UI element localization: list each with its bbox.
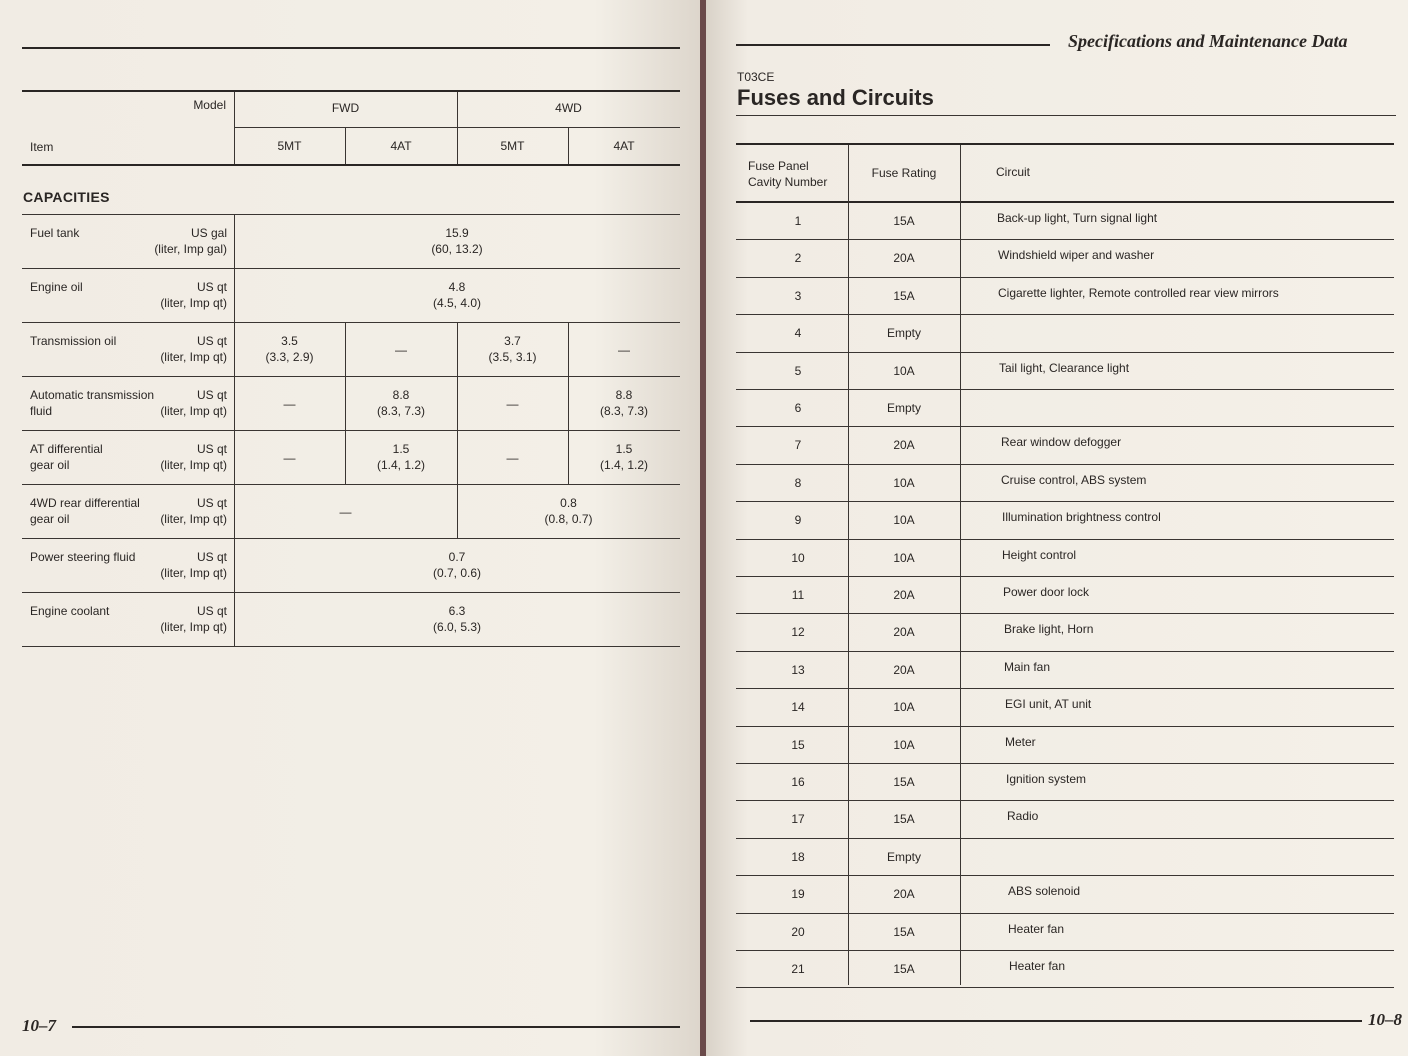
fuse-rating: 15A [893, 214, 915, 228]
fuse-number: 21 [791, 962, 805, 976]
fuse-rating: 10A [893, 738, 915, 752]
fuse-rating: 20A [893, 663, 915, 677]
left-page [0, 0, 700, 1056]
unit-label: US qt [196, 550, 227, 564]
row-divider [22, 538, 680, 539]
col-cavity: Fuse Panel [748, 159, 809, 173]
model-label: Model [193, 98, 226, 112]
section-title: CAPACITIES [23, 189, 110, 205]
fuse-row-divider [736, 277, 1394, 278]
fuse-row-divider [736, 352, 1394, 353]
fuse-row-divider [736, 688, 1394, 689]
fuse-number: 5 [794, 364, 802, 378]
item-label: fluid [30, 404, 53, 418]
4wd-5mt-header: 5MT [500, 139, 525, 153]
capacity-value: 3.7 [504, 334, 521, 348]
fuse-row-divider [736, 426, 1394, 427]
fuse-row-divider [736, 239, 1394, 240]
capacity-value: 3.5 [281, 334, 298, 348]
unit-label: US gal [190, 226, 227, 240]
row-divider [22, 646, 680, 647]
fwd-header: FWD [331, 101, 360, 115]
capacity-value: 8.8 [392, 388, 410, 402]
capacity-value: (1.4, 1.2) [376, 458, 426, 472]
fuse-circuit: Brake light, Horn [1004, 622, 1094, 636]
table-top-rule [22, 90, 680, 92]
fuse-row-divider [736, 576, 1394, 577]
capacity-value: (6.0, 5.3) [432, 620, 482, 634]
fuse-rating: 15A [893, 962, 915, 976]
capacity-value: (8.3, 7.3) [376, 404, 426, 418]
fuse-circuit: Ignition system [1006, 772, 1087, 786]
fwd-5mt-header: 5MT [277, 139, 302, 153]
fuse-row-divider [736, 950, 1394, 951]
fuse-rating: 15A [893, 289, 915, 303]
unit-label: (liter, Imp qt) [160, 350, 227, 364]
fuse-circuit: Back-up light, Turn signal light [997, 211, 1158, 225]
capacity-value: — [506, 451, 519, 465]
item-label: Item [30, 140, 54, 154]
fuse-circuit: Windshield wiper and washer [998, 248, 1155, 262]
fuse-rating: 20A [893, 251, 915, 265]
fuse-row-divider [736, 501, 1394, 502]
capacity-value: (0.8, 0.7) [544, 512, 593, 526]
4wd-4at-header: 4AT [613, 139, 635, 153]
fuse-rating: 15A [893, 775, 915, 789]
unit-label: US qt [196, 334, 227, 348]
capacity-value: (3.3, 2.9) [265, 350, 314, 364]
item-label: Engine oil [30, 280, 83, 294]
fuse-rating: 20A [893, 438, 915, 452]
fuse-rating: Empty [886, 401, 921, 415]
row-divider [22, 430, 680, 431]
fuse-number: 12 [791, 625, 805, 639]
fuse-circuit: Cigarette lighter, Remote controlled rear view mirrors [998, 286, 1279, 300]
fuse-rating: 20A [893, 887, 915, 901]
fuse-number: 10 [791, 551, 805, 565]
fuse-circuit: Radio [1007, 809, 1039, 823]
fuse-row-divider [736, 763, 1394, 764]
row-divider [22, 268, 680, 269]
fuse-circuit: Meter [1005, 735, 1036, 749]
fuse-circuit: Tail light, Clearance light [999, 361, 1130, 375]
fuse-row-divider [736, 389, 1394, 390]
fuse-number: 6 [794, 401, 802, 415]
fuse-rating: Empty [886, 850, 921, 864]
fuse-row-divider [736, 875, 1394, 876]
right-page [706, 0, 1408, 1056]
row-divider [22, 376, 680, 377]
4wd-header: 4WD [555, 101, 582, 115]
fuse-circuit: Height control [1002, 548, 1077, 562]
unit-label: US qt [196, 280, 227, 294]
capacity-value: 15.9 [445, 226, 469, 240]
fuse-number: 11 [791, 588, 805, 602]
item-label: Engine coolant [30, 604, 110, 618]
row-divider [22, 592, 680, 593]
fuse-rating: 10A [893, 476, 915, 490]
page-title: Fuses and Circuits [737, 85, 934, 110]
fuse-circuit: Illumination brightness control [1002, 510, 1161, 524]
capacity-value: 4.8 [448, 280, 466, 294]
capacity-value: (60, 13.2) [431, 242, 483, 256]
fuse-circuit: Heater fan [1008, 922, 1065, 936]
unit-label: (liter, Imp qt) [160, 620, 227, 634]
item-label: Power steering fluid [30, 550, 136, 564]
fuse-circuit: Rear window defogger [1001, 435, 1122, 449]
fuse-number: 20 [791, 925, 805, 939]
fuse-row-divider [736, 838, 1394, 839]
item-label: Automatic transmission [30, 388, 155, 402]
capacity-value: (4.5, 4.0) [432, 296, 482, 310]
fuse-rating: 20A [893, 625, 915, 639]
fuse-number: 2 [794, 251, 802, 265]
unit-label: US qt [196, 604, 227, 618]
fuse-circuit: Heater fan [1009, 959, 1066, 973]
fuse-number: 17 [791, 812, 805, 826]
fuse-row-divider [736, 913, 1394, 914]
capacity-value: 0.8 [560, 496, 577, 510]
fuse-number: 7 [794, 438, 802, 452]
page-number: 10–7 [22, 1016, 56, 1035]
fuse-circuit: EGI unit, AT unit [1005, 697, 1092, 711]
capacity-value: — [618, 343, 630, 357]
unit-label: US qt [196, 388, 227, 402]
col-circuit: Circuit [996, 165, 1031, 179]
capacity-value: 1.5 [615, 442, 633, 456]
doc-code: T03CE [737, 70, 775, 84]
unit-label: (liter, Imp qt) [160, 458, 227, 472]
item-label: 4WD rear differential [30, 496, 140, 510]
unit-label: (liter, Imp qt) [160, 512, 227, 526]
fuse-number: 19 [791, 887, 805, 901]
fuse-rating: 15A [893, 812, 915, 826]
capacity-value: 1.5 [392, 442, 410, 456]
fuse-row-divider [736, 726, 1394, 727]
item-label: gear oil [30, 512, 70, 526]
fuse-rating: 20A [893, 588, 915, 602]
unit-label: (liter, Imp qt) [160, 404, 227, 418]
capacity-value: 0.7 [448, 550, 466, 564]
fuse-row-divider [736, 800, 1394, 801]
fuse-number: 4 [794, 326, 802, 340]
capacity-value: (0.7, 0.6) [432, 566, 482, 580]
item-label: gear oil [30, 458, 70, 472]
fuse-rating: Empty [886, 326, 921, 340]
running-header: Specifications and Maintenance Data [1068, 31, 1348, 51]
fuse-rating: 10A [893, 700, 915, 714]
item-label: AT differential [30, 442, 103, 456]
fuse-row-divider [736, 613, 1394, 614]
capacity-value: 6.3 [448, 604, 466, 618]
fuse-circuit: ABS solenoid [1008, 884, 1081, 898]
fuse-circuit: Main fan [1004, 660, 1051, 674]
fuse-number: 15 [791, 738, 805, 752]
capacity-value: — [506, 397, 519, 411]
fuse-number: 3 [794, 289, 802, 303]
fuse-number: 14 [791, 700, 805, 714]
fuse-row-divider [736, 314, 1394, 315]
capacity-value: (3.5, 3.1) [488, 350, 537, 364]
unit-label: (liter, Imp qt) [160, 296, 227, 310]
top-rule [22, 47, 680, 49]
capacity-value: (8.3, 7.3) [599, 404, 649, 418]
fuse-row-divider [736, 651, 1394, 652]
fuse-row-divider [736, 464, 1394, 465]
unit-label: US qt [196, 496, 227, 510]
capacity-value: 8.8 [615, 388, 633, 402]
row-divider [22, 322, 680, 323]
fuse-row-divider [736, 987, 1394, 988]
fuse-rating: 15A [893, 925, 915, 939]
unit-label: (liter, Imp qt) [160, 566, 227, 580]
fuse-rating: 10A [893, 364, 915, 378]
capacity-value: — [283, 451, 296, 465]
col-cavity-line2: Cavity Number [748, 175, 828, 189]
capacity-value: — [339, 505, 352, 519]
fuse-number: 16 [791, 775, 805, 789]
fuse-rating: 10A [893, 513, 915, 527]
page-number: 10–8 [1368, 1010, 1402, 1029]
fwd-4at-header: 4AT [390, 139, 412, 153]
fuse-circuit: Power door lock [1003, 585, 1090, 599]
fuse-circuit: Cruise control, ABS system [1001, 473, 1147, 487]
row-divider [22, 484, 680, 485]
fuse-number: 18 [791, 850, 805, 864]
fuse-rating: 10A [893, 551, 915, 565]
unit-label: (liter, Imp gal) [154, 242, 227, 256]
fuse-number: 13 [791, 663, 805, 677]
fuse-number: 8 [794, 476, 802, 490]
capacity-value: (1.4, 1.2) [599, 458, 649, 472]
item-label: Fuel tank [30, 226, 80, 240]
unit-label: US qt [196, 442, 227, 456]
fuse-number: 9 [794, 513, 802, 527]
col-rating: Fuse Rating [871, 166, 937, 180]
capacity-value: — [395, 343, 407, 357]
item-label: Transmission oil [30, 334, 117, 348]
fuse-row-divider [736, 539, 1394, 540]
capacity-value: — [283, 397, 296, 411]
fuse-number: 1 [794, 214, 802, 228]
